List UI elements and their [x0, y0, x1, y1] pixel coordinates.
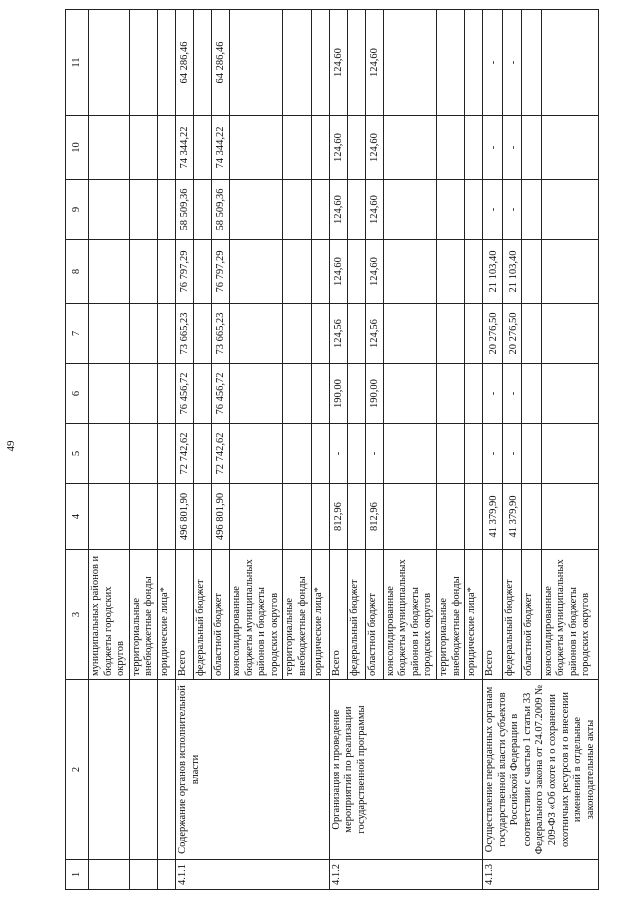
value-cell: [465, 484, 483, 550]
column-header: 8: [66, 240, 89, 304]
value-cell: [229, 10, 282, 116]
table-row: [175, 10, 193, 890]
value-cell: [129, 484, 157, 550]
value-cell: [283, 10, 311, 116]
value-cell: [522, 180, 542, 240]
value-cell: [465, 116, 483, 180]
value-cell: [157, 10, 175, 116]
column-header: 5: [66, 424, 89, 484]
value-cell: [347, 424, 365, 484]
value-cell: [347, 364, 365, 424]
value-cell: [311, 10, 329, 116]
value-cell: [229, 484, 282, 550]
value-cell: [193, 484, 211, 550]
section-code: 4.1.1: [175, 860, 329, 890]
source-cell: федеральный бюджет: [193, 550, 211, 680]
source-cell: Всего: [175, 550, 193, 680]
value-cell: 496 801,90: [175, 484, 193, 550]
value-cell: [541, 180, 599, 240]
value-cell: [541, 240, 599, 304]
source-cell: юридические лица*: [157, 550, 175, 680]
value-cell: 73 665,23: [175, 304, 193, 364]
value-cell: 812,96: [365, 484, 383, 550]
value-cell: -: [483, 180, 503, 240]
value-cell: [157, 304, 175, 364]
source-cell: муниципальных районов и бюджеты городских округов: [89, 550, 130, 680]
value-cell: [311, 304, 329, 364]
value-cell: -: [483, 424, 503, 484]
value-cell: [157, 424, 175, 484]
value-cell: [436, 424, 464, 484]
value-cell: [229, 240, 282, 304]
column-header: 11: [66, 10, 89, 116]
value-cell: [229, 424, 282, 484]
source-cell: областной бюджет: [365, 550, 383, 680]
value-cell: [436, 364, 464, 424]
value-cell: [129, 304, 157, 364]
value-cell: [383, 304, 436, 364]
value-cell: -: [365, 424, 383, 484]
value-cell: 124,60: [329, 180, 347, 240]
source-cell: юридические лица*: [311, 550, 329, 680]
table-row: [89, 10, 130, 890]
value-cell: 20 276,50: [502, 304, 522, 364]
value-cell: [347, 240, 365, 304]
value-cell: 124,60: [329, 240, 347, 304]
value-cell: [193, 304, 211, 364]
value-cell: 21 103,40: [483, 240, 503, 304]
value-cell: [347, 116, 365, 180]
value-cell: -: [502, 116, 522, 180]
value-cell: [283, 180, 311, 240]
value-cell: 41 379,90: [502, 484, 522, 550]
value-cell: 76 456,72: [175, 364, 193, 424]
value-cell: [229, 180, 282, 240]
section-name: Осуществление переданных органам государственной власти субъектов Российской Федерации в соответствии с частью 1 статьи 33 Федерального закона от 24.07.2009 № 209-ФЗ «Об охоте и о сохранении охотничьих ресурсов и о внесении изменений в отдельные законодательные акты: [483, 680, 599, 860]
value-cell: [436, 116, 464, 180]
value-cell: [465, 364, 483, 424]
value-cell: [283, 304, 311, 364]
value-cell: [383, 364, 436, 424]
value-cell: [522, 484, 542, 550]
value-cell: [311, 180, 329, 240]
value-cell: 21 103,40: [502, 240, 522, 304]
value-cell: 76 797,29: [211, 240, 229, 304]
value-cell: [347, 304, 365, 364]
section-code: 4.1.3: [483, 860, 599, 890]
code-cell: [157, 860, 175, 890]
value-cell: [465, 424, 483, 484]
value-cell: -: [483, 364, 503, 424]
value-cell: 812,96: [329, 484, 347, 550]
value-cell: [89, 116, 130, 180]
value-cell: -: [502, 364, 522, 424]
source-cell: Всего: [483, 550, 503, 680]
source-cell: юридические лица*: [465, 550, 483, 680]
value-cell: [157, 116, 175, 180]
value-cell: 496 801,90: [211, 484, 229, 550]
table-row: [129, 10, 157, 890]
column-header: 2: [66, 680, 89, 860]
table-container: [65, 10, 596, 890]
value-cell: [541, 10, 599, 116]
value-cell: [157, 180, 175, 240]
value-cell: 190,00: [329, 364, 347, 424]
value-cell: [347, 10, 365, 116]
value-cell: 76 797,29: [175, 240, 193, 304]
value-cell: [383, 116, 436, 180]
value-cell: 124,60: [365, 10, 383, 116]
value-cell: 72 742,62: [211, 424, 229, 484]
value-cell: [157, 484, 175, 550]
source-cell: консолидированные бюджеты муниципальных районов и бюджеты городских округов: [383, 550, 436, 680]
value-cell: [347, 484, 365, 550]
value-cell: [465, 10, 483, 116]
column-header: 10: [66, 116, 89, 180]
value-cell: [129, 424, 157, 484]
value-cell: -: [502, 424, 522, 484]
value-cell: [311, 116, 329, 180]
value-cell: [89, 10, 130, 116]
budget-table: [65, 9, 599, 890]
value-cell: [436, 240, 464, 304]
value-cell: 58 509,36: [175, 180, 193, 240]
name-cell: [89, 680, 130, 860]
value-cell: -: [483, 116, 503, 180]
value-cell: [436, 304, 464, 364]
value-cell: 124,60: [329, 10, 347, 116]
value-cell: [436, 180, 464, 240]
column-header: 1: [66, 860, 89, 890]
value-cell: [89, 364, 130, 424]
source-cell: территориальные внебюджетные фонды: [436, 550, 464, 680]
header-row: [66, 10, 89, 890]
value-cell: [89, 424, 130, 484]
code-cell: [129, 860, 157, 890]
source-cell: областной бюджет: [522, 550, 542, 680]
value-cell: [436, 484, 464, 550]
section-name: Содержание органов исполнительной власти: [175, 680, 329, 860]
value-cell: [383, 10, 436, 116]
value-cell: [522, 10, 542, 116]
value-cell: [436, 10, 464, 116]
value-cell: [229, 364, 282, 424]
table-row: [483, 10, 503, 890]
value-cell: [383, 484, 436, 550]
column-header: 3: [66, 550, 89, 680]
value-cell: [465, 180, 483, 240]
section-code: 4.1.2: [329, 860, 483, 890]
value-cell: 74 344,22: [211, 116, 229, 180]
value-cell: [541, 364, 599, 424]
value-cell: -: [502, 180, 522, 240]
value-cell: [283, 116, 311, 180]
value-cell: [311, 484, 329, 550]
value-cell: [383, 180, 436, 240]
value-cell: 124,56: [365, 304, 383, 364]
name-cell: [157, 680, 175, 860]
table-row: [329, 10, 347, 890]
source-cell: федеральный бюджет: [347, 550, 365, 680]
value-cell: [193, 240, 211, 304]
value-cell: [157, 364, 175, 424]
value-cell: [465, 240, 483, 304]
value-cell: [522, 364, 542, 424]
value-cell: 41 379,90: [483, 484, 503, 550]
value-cell: 73 665,23: [211, 304, 229, 364]
value-cell: [283, 364, 311, 424]
code-cell: [89, 860, 130, 890]
value-cell: [522, 424, 542, 484]
section-name: Организация и проведение мероприятий по реализации государственной программы: [329, 680, 483, 860]
value-cell: [193, 364, 211, 424]
value-cell: 124,56: [329, 304, 347, 364]
value-cell: [89, 240, 130, 304]
value-cell: 124,60: [329, 116, 347, 180]
value-cell: [89, 484, 130, 550]
value-cell: [129, 116, 157, 180]
table-body: [89, 10, 599, 890]
value-cell: [541, 424, 599, 484]
value-cell: [89, 304, 130, 364]
value-cell: -: [329, 424, 347, 484]
value-cell: 124,60: [365, 116, 383, 180]
value-cell: [193, 116, 211, 180]
value-cell: 76 456,72: [211, 364, 229, 424]
value-cell: 72 742,62: [175, 424, 193, 484]
value-cell: [193, 180, 211, 240]
source-cell: Всего: [329, 550, 347, 680]
value-cell: [193, 424, 211, 484]
value-cell: [383, 424, 436, 484]
table-row: [157, 10, 175, 890]
value-cell: [283, 484, 311, 550]
value-cell: [383, 240, 436, 304]
value-cell: [283, 240, 311, 304]
column-header: 9: [66, 180, 89, 240]
value-cell: [311, 240, 329, 304]
value-cell: [522, 304, 542, 364]
value-cell: [541, 484, 599, 550]
source-cell: консолидированные бюджеты муниципальных районов и бюджеты городских округов: [541, 550, 599, 680]
value-cell: [283, 424, 311, 484]
value-cell: [541, 304, 599, 364]
value-cell: [229, 116, 282, 180]
value-cell: 20 276,50: [483, 304, 503, 364]
value-cell: 64 286,46: [211, 10, 229, 116]
value-cell: [347, 180, 365, 240]
value-cell: [129, 10, 157, 116]
value-cell: [157, 240, 175, 304]
value-cell: 74 344,22: [175, 116, 193, 180]
column-header: 6: [66, 364, 89, 424]
value-cell: 190,00: [365, 364, 383, 424]
source-cell: территориальные внебюджетные фонды: [283, 550, 311, 680]
value-cell: [522, 240, 542, 304]
value-cell: -: [483, 10, 503, 116]
value-cell: [522, 116, 542, 180]
value-cell: 124,60: [365, 180, 383, 240]
value-cell: [541, 116, 599, 180]
value-cell: [229, 304, 282, 364]
source-cell: территориальные внебюджетные фонды: [129, 550, 157, 680]
column-header: 7: [66, 304, 89, 364]
value-cell: 58 509,36: [211, 180, 229, 240]
value-cell: [311, 364, 329, 424]
value-cell: [89, 180, 130, 240]
value-cell: [465, 304, 483, 364]
page-number: 49: [5, 440, 17, 452]
value-cell: [129, 180, 157, 240]
value-cell: 64 286,46: [175, 10, 193, 116]
value-cell: 124,60: [365, 240, 383, 304]
source-cell: областной бюджет: [211, 550, 229, 680]
value-cell: -: [502, 10, 522, 116]
name-cell: [129, 680, 157, 860]
column-header: 4: [66, 484, 89, 550]
source-cell: федеральный бюджет: [502, 550, 522, 680]
value-cell: [129, 364, 157, 424]
value-cell: [193, 10, 211, 116]
source-cell: консолидированные бюджеты муниципальных районов и бюджеты городских округов: [229, 550, 282, 680]
value-cell: [311, 424, 329, 484]
value-cell: [129, 240, 157, 304]
